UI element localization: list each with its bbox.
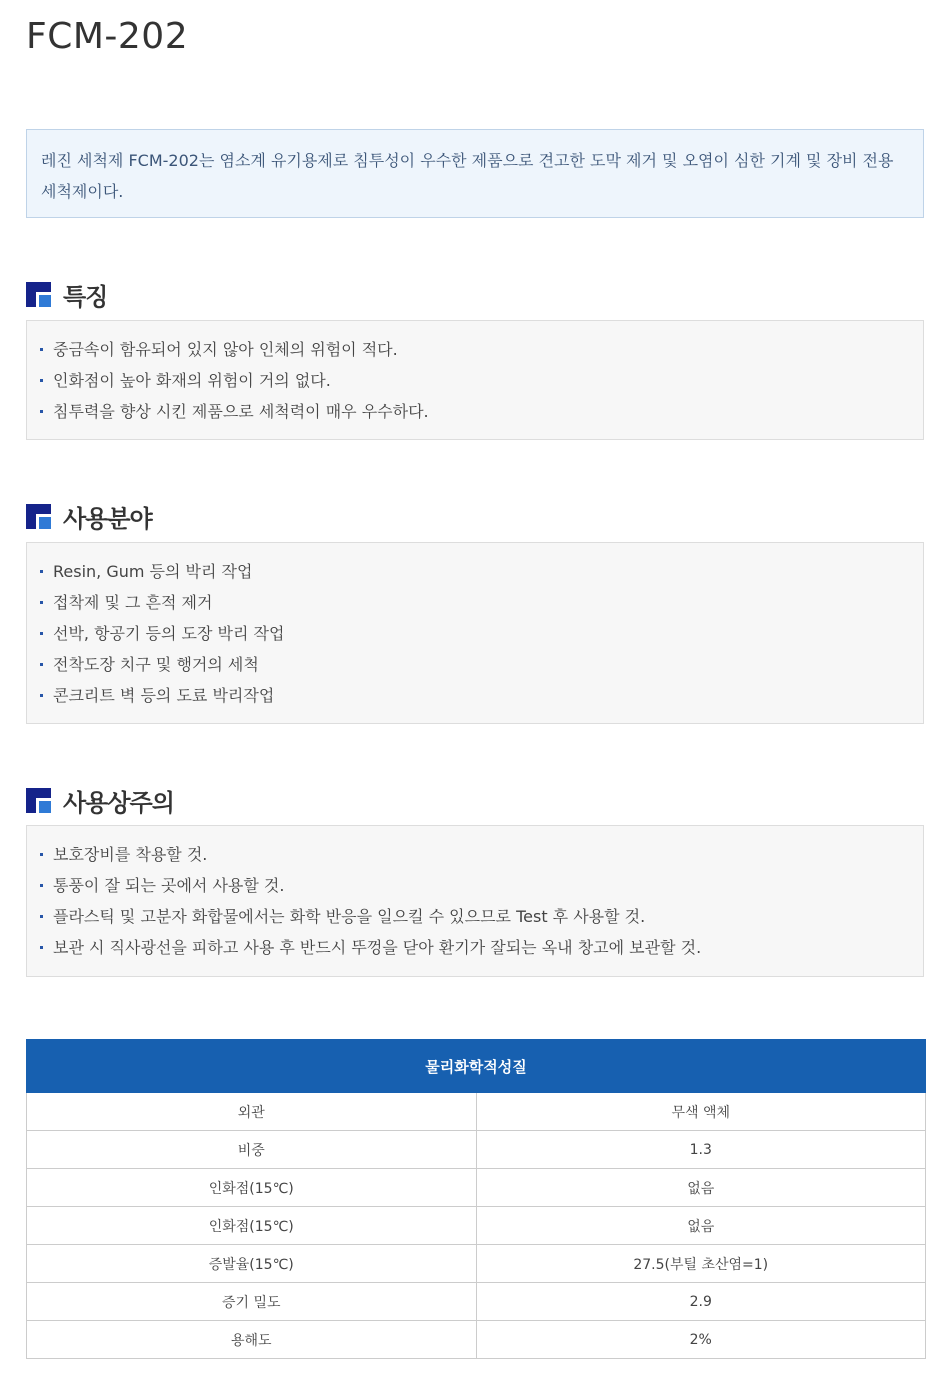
property-value: 무색 액체 [476, 1093, 926, 1131]
precautions-list [26, 825, 924, 977]
square-bullet-icon [26, 282, 51, 307]
section-heading-features [26, 279, 107, 309]
list-item: 통풍이 잘 되는 곳에서 사용할 것. [27, 870, 923, 901]
property-value: 없음 [476, 1207, 926, 1245]
table-row [27, 1169, 926, 1207]
table-row [27, 1207, 926, 1245]
square-bullet-icon [26, 504, 51, 529]
list-item: 콘크리트 벽 등의 도료 박리작업 [27, 680, 923, 711]
list-item: 중금속이 함유되어 있지 않아 인체의 위험이 적다. [27, 334, 923, 365]
list-item: 보호장비를 착용할 것. [27, 839, 923, 870]
property-name: 인화점(15℃) [27, 1169, 477, 1207]
list-item: 보관 시 직사광선을 피하고 사용 후 반드시 뚜껑을 닫아 환기가 잘되는 옥내 창고에 보관할 것. [27, 932, 923, 963]
property-name: 외관 [27, 1093, 477, 1131]
property-name: 인화점(15℃) [27, 1207, 477, 1245]
intro-description: 레진 세척제 FCM-202는 염소계 유기용제로 침투성이 우수한 제품으로 견고한 도막 제거 및 오염이 심한 기계 및 장비 전용 세척제이다. [26, 129, 924, 218]
section-title: 사용분야 [63, 504, 152, 533]
property-value: 2% [476, 1321, 926, 1359]
table-header: 물리화학적성질 [27, 1040, 926, 1093]
list-item: 침투력을 향상 시킨 제품으로 세척력이 매우 우수하다. [27, 396, 923, 427]
list-item: 접착제 및 그 흔적 제거 [27, 587, 923, 618]
table-row [27, 1245, 926, 1283]
table-row [27, 1093, 926, 1131]
property-value: 없음 [476, 1169, 926, 1207]
list-item: 선박, 항공기 등의 도장 박리 작업 [27, 618, 923, 649]
property-value: 1.3 [476, 1131, 926, 1169]
product-title: FCM-202 [26, 16, 189, 57]
table-row [27, 1131, 926, 1169]
properties-table [26, 1039, 926, 1359]
applications-list [26, 542, 924, 724]
list-item: 플라스틱 및 고분자 화합물에서는 화학 반응을 일으킬 수 있으므로 Test 후 사용할 것. [27, 901, 923, 932]
list-item: 전착도장 치구 및 행거의 세척 [27, 649, 923, 680]
property-value: 27.5(부틸 초산염=1) [476, 1245, 926, 1283]
list-item: 인화점이 높아 화재의 위험이 거의 없다. [27, 365, 923, 396]
property-name: 증기 밀도 [27, 1283, 477, 1321]
square-bullet-icon [26, 788, 51, 813]
property-name: 용해도 [27, 1321, 477, 1359]
section-title: 사용상주의 [63, 788, 174, 817]
section-title: 특징 [63, 282, 108, 311]
features-list [26, 320, 924, 440]
section-heading-applications [26, 501, 152, 531]
list-item: Resin, Gum 등의 박리 작업 [27, 556, 923, 587]
property-value: 2.9 [476, 1283, 926, 1321]
property-name: 증발율(15℃) [27, 1245, 477, 1283]
section-heading-precautions [26, 785, 174, 815]
table-row [27, 1283, 926, 1321]
property-name: 비중 [27, 1131, 477, 1169]
table-row [27, 1321, 926, 1359]
